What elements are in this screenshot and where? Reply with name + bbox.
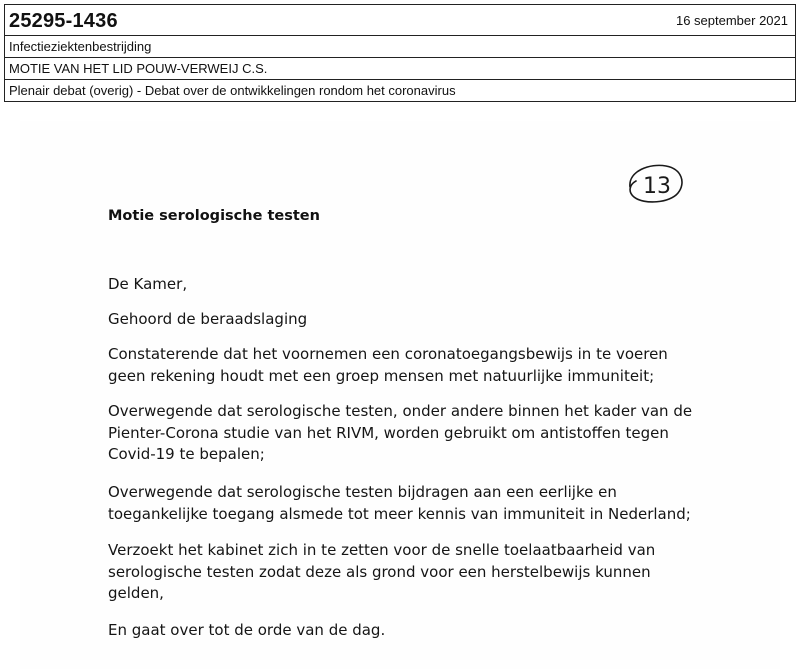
overwegende-paragraph-1 bbox=[108, 401, 692, 466]
header-top-row bbox=[5, 5, 795, 35]
text-line: geen rekening houdt met een groep mensen met natuurlijke immuniteit; bbox=[108, 366, 655, 385]
text-line: Overwegende dat serologische testen bijdragen aan een eerlijke en bbox=[108, 483, 617, 501]
handwritten-circle-icon bbox=[620, 159, 688, 209]
document-header bbox=[4, 4, 796, 102]
text-line: Verzoekt het kabinet zich in te zetten voor de snelle toelaatbaarheid van bbox=[108, 541, 656, 559]
motion-title-row: MOTIE VAN HET LID POUW-VERWEIJ C.S. bbox=[5, 57, 795, 79]
constaterende-paragraph bbox=[108, 344, 668, 387]
verzoekt-paragraph bbox=[108, 540, 655, 605]
text-line: Overwegende dat serologische testen, onder andere binnen het kader van de bbox=[108, 402, 693, 420]
text-line: Pienter-Corona studie van het RIVM, worden gebruikt om antistoffen tegen bbox=[108, 423, 669, 442]
closing-line: En gaat over tot de orde van de dag. bbox=[108, 621, 386, 639]
heard-line: Gehoord de beraadslaging bbox=[108, 310, 308, 328]
stamp-number: 13 bbox=[643, 174, 671, 199]
text-line: gelden, bbox=[108, 584, 164, 602]
document-date: 16 september 2021 bbox=[675, 13, 788, 28]
handwritten-number-stamp bbox=[620, 159, 688, 209]
scanned-motion-page bbox=[20, 121, 780, 669]
text-line: Covid-19 te bepalen; bbox=[108, 445, 265, 463]
document-number: 25295-1436 bbox=[9, 10, 118, 32]
text-line: serologische testen zodat deze als grond voor een herstelbewijs kunnen bbox=[108, 562, 651, 581]
overwegende-paragraph-2 bbox=[108, 482, 691, 525]
text-line: Constaterende dat het voornemen een coronatoegangsbewijs in te voeren bbox=[108, 345, 668, 363]
salutation: De Kamer, bbox=[108, 275, 188, 293]
category-row: Infectieziektenbestrijding bbox=[5, 35, 795, 57]
text-line: toegankelijke toegang alsmede tot meer kennis van immuniteit in Nederland; bbox=[108, 504, 691, 523]
debate-row: Plenair debat (overig) - Debat over de ontwikkelingen rondom het coronavirus bbox=[5, 79, 795, 101]
motion-heading: Motie serologische testen bbox=[108, 208, 320, 224]
